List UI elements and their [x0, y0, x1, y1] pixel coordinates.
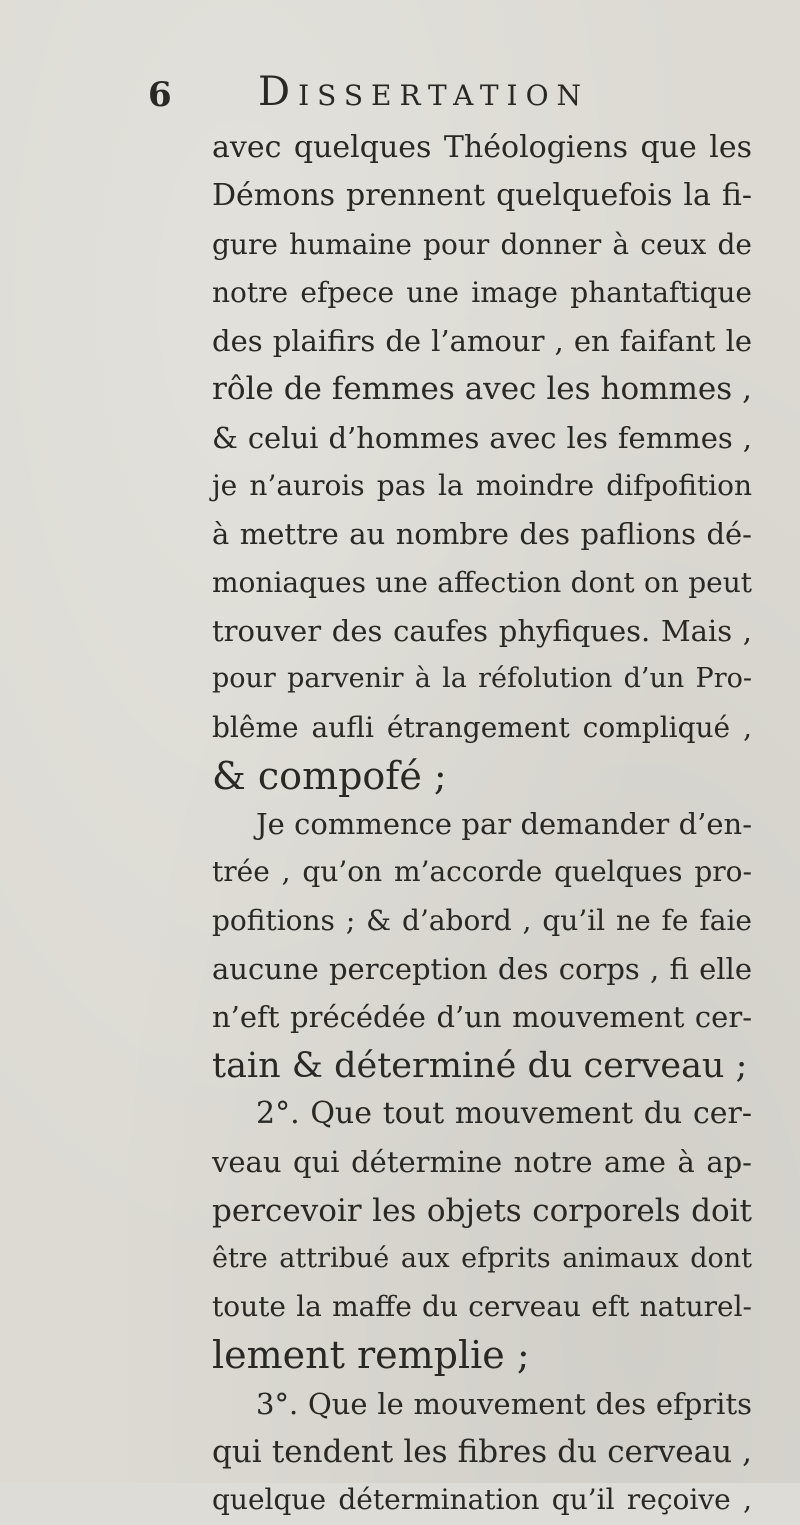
- body-text: [212, 124, 752, 1525]
- text-line: je n’aurois pas la moindre difpofition: [212, 469, 752, 503]
- text-line: pour parvenir à la réfolution d’un Pro-: [212, 663, 752, 695]
- text-line: Démons prennent quelquefois la fi-: [212, 178, 752, 214]
- text-line: notre efpece une image phantaftique: [212, 275, 752, 309]
- page-header: [0, 69, 800, 132]
- text-line: aucune perception des corps , fi elle: [212, 952, 752, 987]
- text-line: à mettre au nombre des paflions dé-: [212, 517, 752, 552]
- text-line: n’eft précédée d’un mouvement cer-: [212, 1000, 752, 1035]
- text-line: tain & déterminé du cerveau ;: [212, 1045, 748, 1086]
- text-line: avec quelques Théologiens que les: [212, 130, 752, 165]
- page-number: 6: [148, 75, 172, 115]
- paragraph-first-line: Je commence par demander d’en-: [256, 807, 752, 842]
- text-line: être attribué aux efprits animaux dont: [212, 1242, 752, 1274]
- text-line: quelque détermination qu’il reçoive ,: [212, 1483, 752, 1517]
- text-line: toute la maffe du cerveau eft naturel-: [212, 1290, 752, 1324]
- text-line: lement remplie ;: [212, 1333, 530, 1378]
- running-head: Dissertation: [258, 69, 590, 115]
- paragraph-first-line: 3°. Que le mouvement des efprits: [256, 1386, 752, 1421]
- text-line: qui tendent les fibres du cerveau ,: [212, 1434, 752, 1471]
- text-line: trouver des caufes phyfiques. Mais ,: [212, 613, 752, 648]
- text-line: blême aufli étrangement compliqué ,: [212, 710, 752, 744]
- text-line: & celui d’hommes avec les femmes ,: [212, 420, 752, 455]
- text-line: trée , qu’on m’accorde quelques pro-: [212, 855, 752, 889]
- paragraph-first-line: 2°. Que tout mouvement du cer-: [256, 1095, 752, 1131]
- text-line: gure humaine pour donner à ceux de: [212, 227, 752, 261]
- text-line: pofitions ; & d’abord , qu’il ne fe faie: [212, 903, 752, 937]
- text-line: moniaques une affection dont on peut: [212, 565, 752, 599]
- text-line: rôle de femmes avec les hommes ,: [212, 371, 752, 408]
- text-line: percevoir les objets corporels doit: [212, 1192, 752, 1229]
- text-line: veau qui détermine notre ame à ap-: [212, 1145, 752, 1180]
- text-line: & compofé ;: [212, 753, 447, 798]
- text-line: des plaifirs de l’amour , en faifant le: [212, 324, 752, 359]
